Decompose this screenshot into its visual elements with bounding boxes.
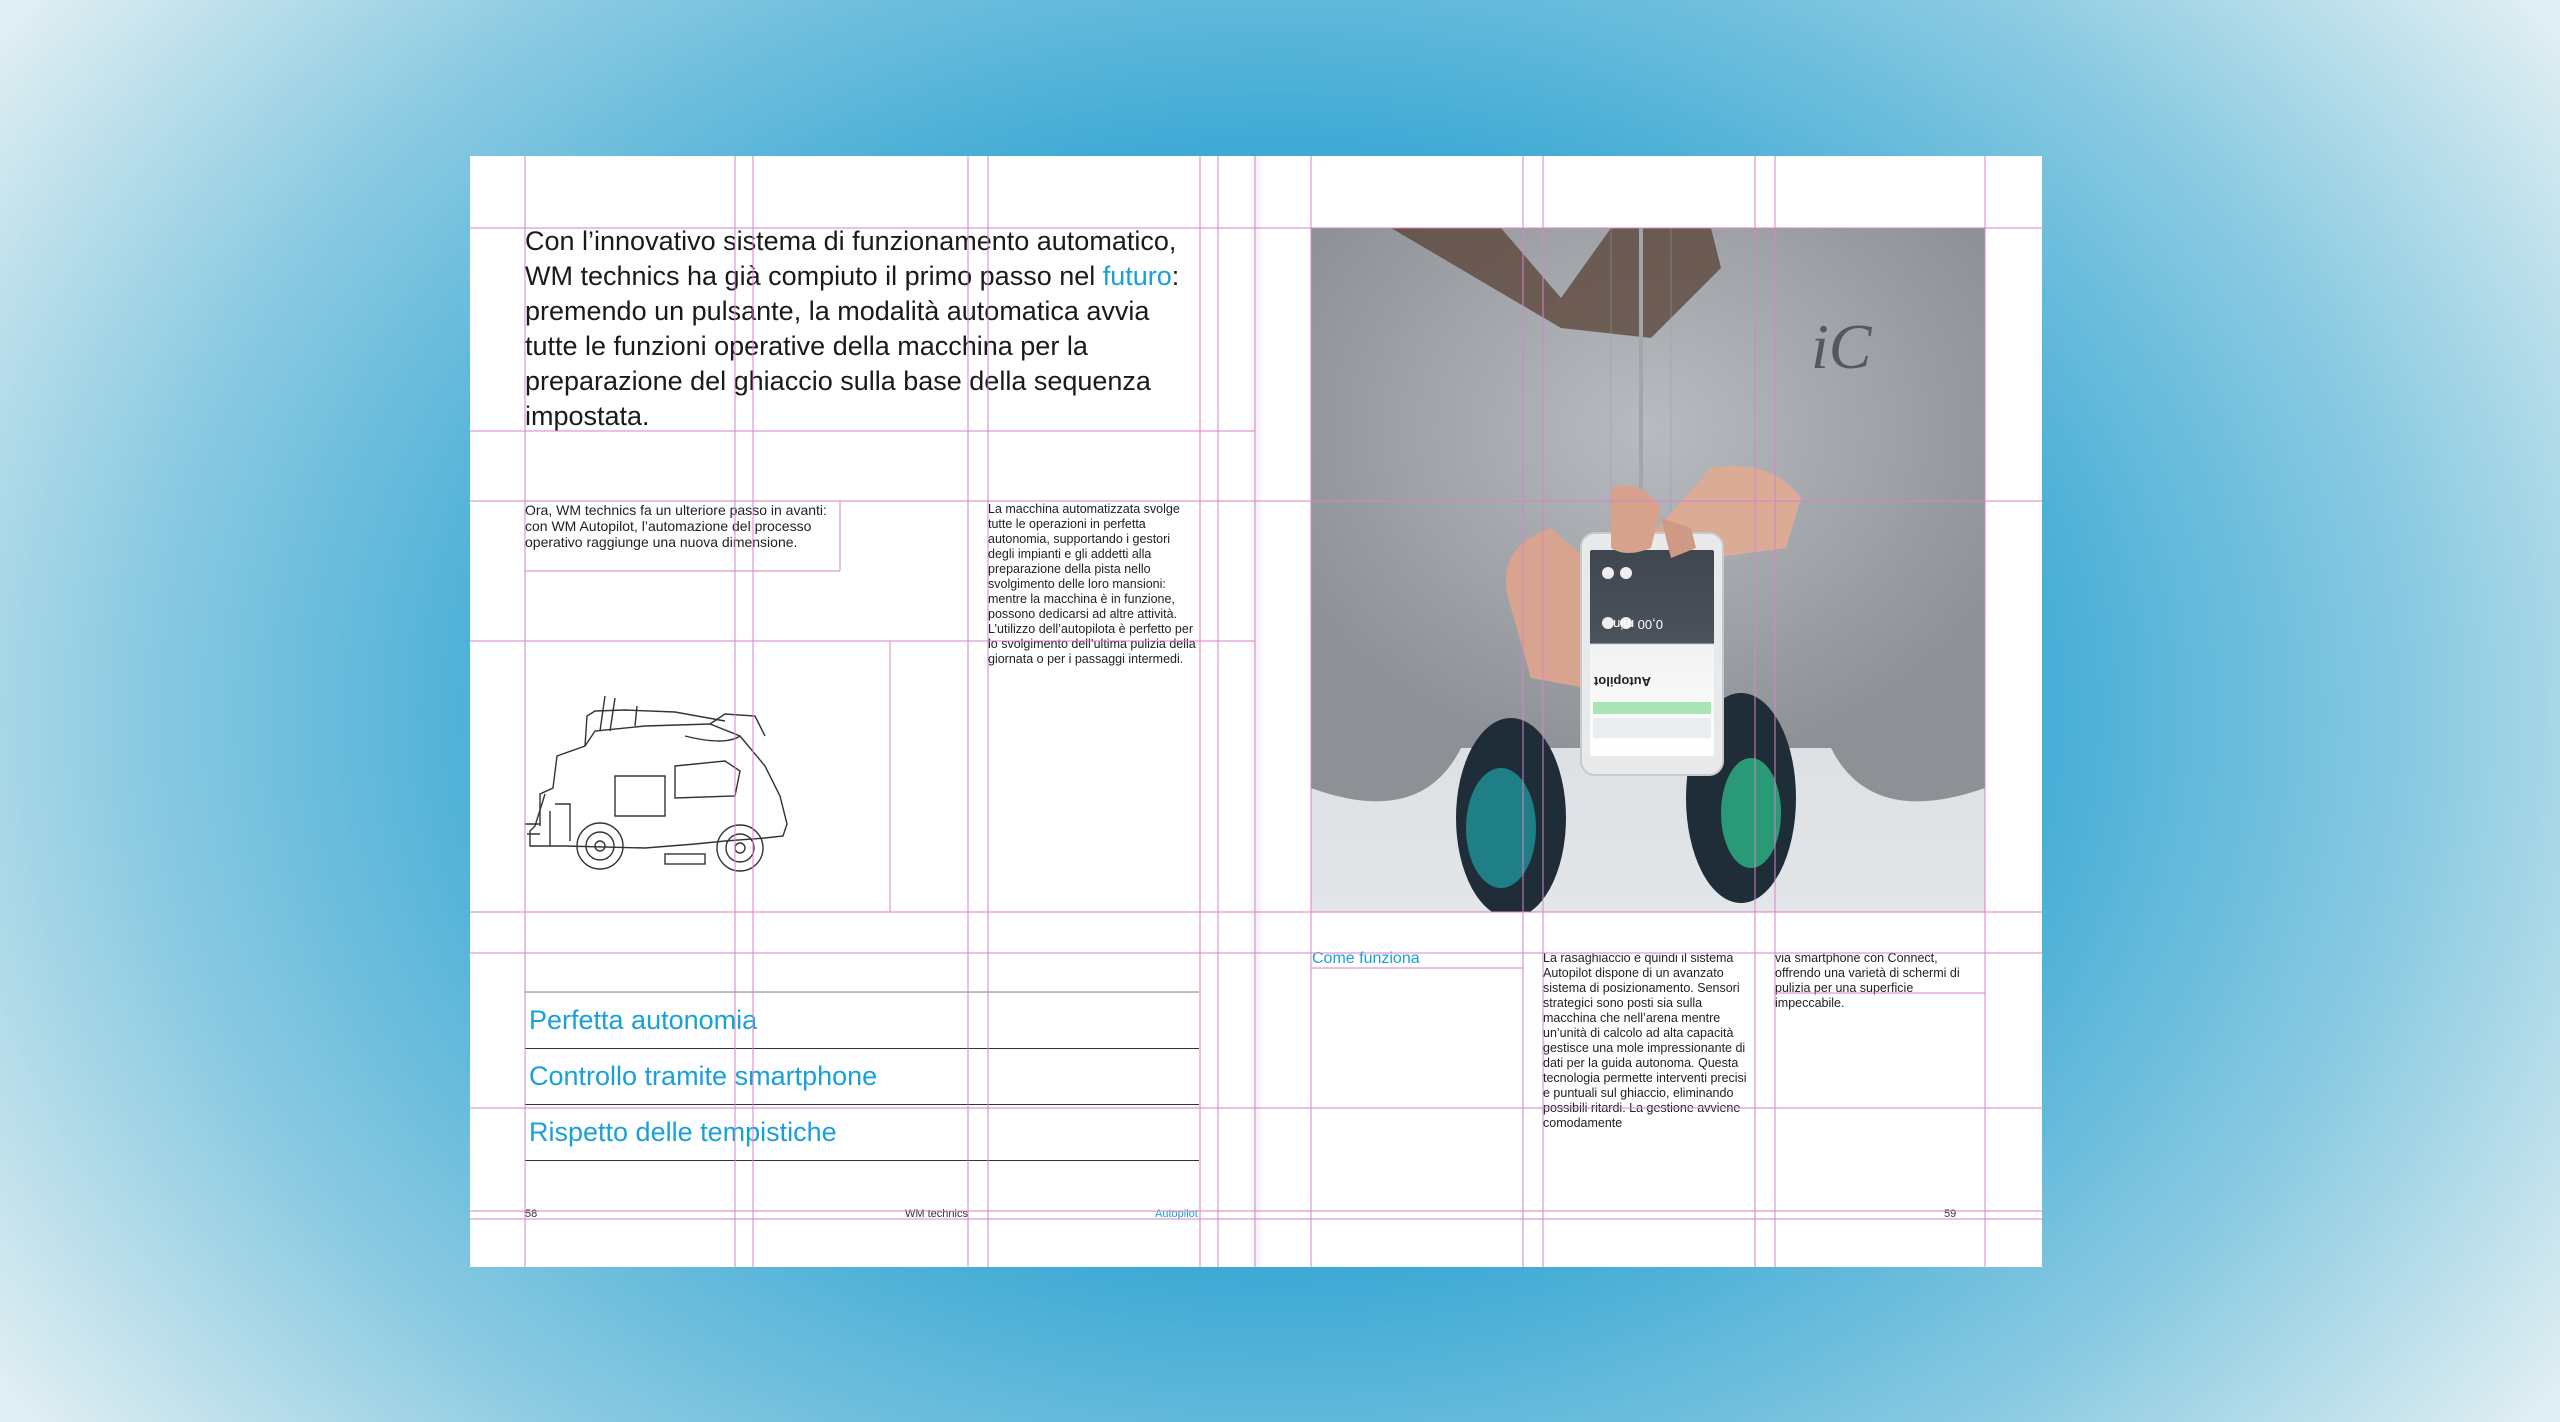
feature-item: Controllo tramite smartphone [525,1048,1199,1104]
how-it-works-caption: Come funziona [1312,950,1420,967]
feature-list [525,991,1199,1161]
svg-text:iC: iC [1811,311,1872,382]
lead-paragraph: Con l’innovativo sistema di funzionamento automatico, WM technics ha già compiuto il primo passo nel futuro: premendo un pulsante, la modalità automatica avvia tutte le funzioni operative della macchina per la preparazione del ghiaccio sulla base della sequenza impostata. [525,226,1180,431]
footer-brand: WM technics [905,1208,968,1220]
feature-item: Rispetto delle tempistiche [525,1104,1199,1161]
footer-section: Autopilot [1155,1208,1198,1220]
ice-resurfacer-drawing-icon [525,676,855,886]
page-number-right: 59 [1944,1208,1957,1220]
phone-value: 0,00 min [1613,617,1663,632]
right-column-1: La rasaghiaccio e quindi il sistema Autopilot dispone di un avanzato sistema di posizionamento. Sensori strategici sono posti sia sulla macchina che nell’arena mentre un’unità di calcolo ad alta capacità gestisce una mole impressionante di dati per la guida autonoma. Questa tecnologia permette interventi precisi e puntuali sul ghiaccio, eliminando possibili ritardi. La gestione avviene comodamente [1543,951,1747,1130]
right-column-2: via smartphone con Connect, offrendo una varietà di schermi di pulizia per una superficie impeccabile. [1775,951,1960,1010]
spine-gutter [1248,156,1264,1267]
left-page [470,156,1256,1267]
column-text: La macchina automatizzata svolge tutte le operazioni in perfetta autonomia, supportando i gestori degli impianti e gli addetti alla preparazione della pista nello svolgimento delle loro mansioni: mentre la macchina è in funzione, possono dedicarsi ad altre attività. L’utilizzo dell’autopilota è perfetto per lo svolgimento dell’ultima pulizia della giornata o per i passaggi intermedi. [988,502,1196,666]
lead-accent-word: futuro [1102,261,1172,291]
smartphone-photo [1311,228,1985,912]
page-number-left: 58 [525,1208,538,1220]
phone-title: Autopilot [1593,674,1651,689]
intro-text: Ora, WM technics fa un ulteriore passo in avanti: con WM Autopilot, l’automazione del processo operativo raggiunge una nuova dimensione. [525,502,827,550]
feature-item: Perfetta autonomia [525,992,1199,1048]
magazine-spread [470,156,2042,1267]
